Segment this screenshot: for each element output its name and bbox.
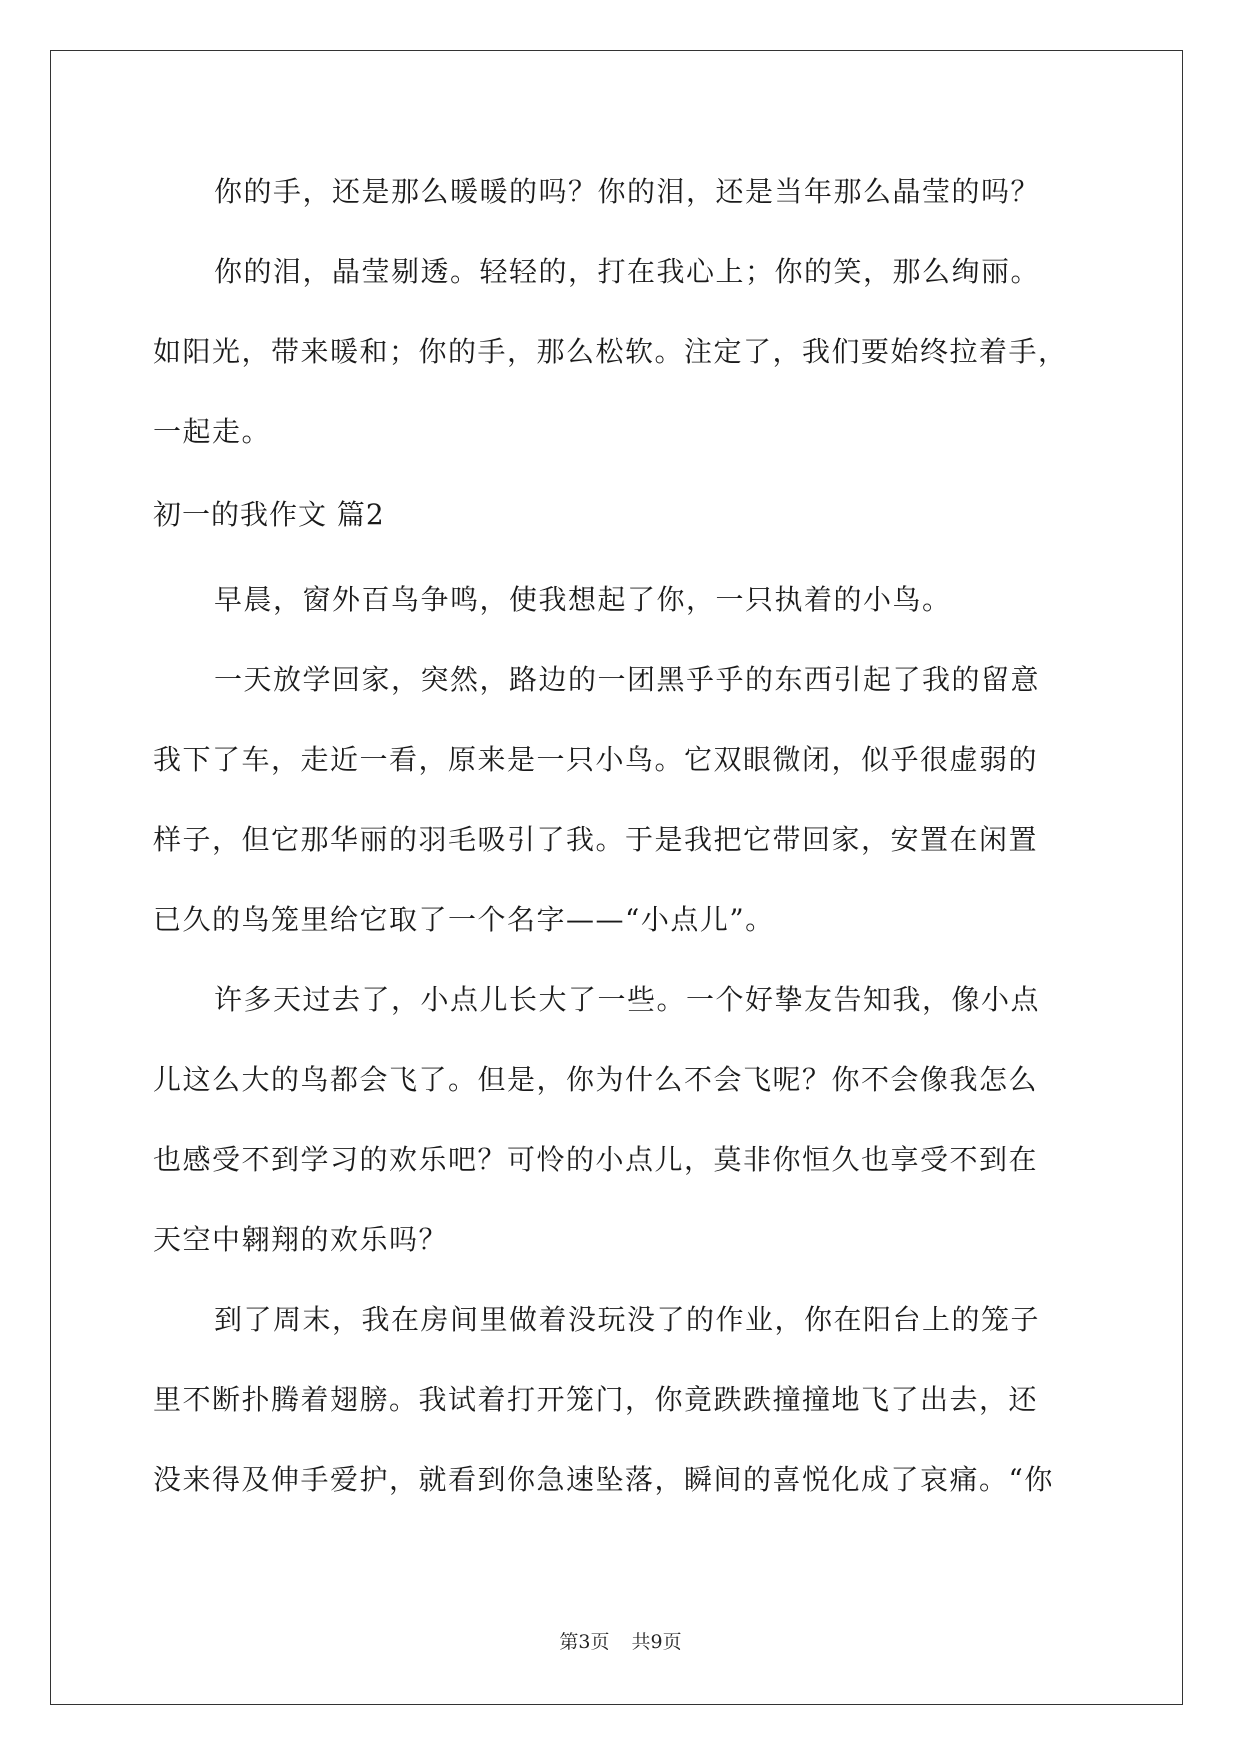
section-heading: 初一的我作文 篇2 xyxy=(153,498,385,531)
paragraph-line: 到了周末，我在房间里做着没玩没了的作业，你在阳台上的笼子 xyxy=(214,1303,1041,1336)
paragraph-line: 许多天过去了，小点儿长大了一些。一个好挚友告知我，像小点 xyxy=(214,983,1041,1016)
paragraph-line: 一天放学回家，突然，路边的一团黑乎乎的东西引起了我的留意 xyxy=(214,663,1041,696)
paragraph-line: 里不断扑腾着翅膀。我试着打开笼门，你竟跌跌撞撞地飞了出去，还 xyxy=(153,1383,1039,1416)
page-border xyxy=(50,50,1183,1705)
paragraph-line: 你的泪，晶莹剔透。轻轻的，打在我心上；你的笑，那么绚丽。 xyxy=(214,255,1041,288)
paragraph-line: 一起走。 xyxy=(153,415,272,448)
paragraph-line: 也感受不到学习的欢乐吧？可怜的小点儿，莫非你恒久也享受不到在 xyxy=(153,1143,1039,1176)
paragraph-line: 如阳光，带来暖和；你的手，那么松软。注定了，我们要始终拉着手， xyxy=(153,335,1068,368)
paragraph-line: 你的手，还是那么暖暖的吗？你的泪，还是当年那么晶莹的吗？ xyxy=(214,175,1041,208)
page-total: 共9页 xyxy=(631,1631,682,1653)
page-number: 第3页 xyxy=(559,1631,610,1653)
paragraph-line: 我下了车，走近一看，原来是一只小鸟。它双眼微闭，似乎很虚弱的 xyxy=(153,743,1039,776)
paragraph-line: 样子，但它那华丽的羽毛吸引了我。于是我把它带回家，安置在闲置 xyxy=(153,823,1039,856)
paragraph-line: 已久的鸟笼里给它取了一个名字——“小点儿”。 xyxy=(153,903,775,936)
page-footer xyxy=(0,1630,1241,1654)
paragraph-line: 儿这么大的鸟都会飞了。但是，你为什么不会飞呢？你不会像我怎么 xyxy=(153,1063,1039,1096)
paragraph-line: 早晨，窗外百鸟争鸣，使我想起了你，一只执着的小鸟。 xyxy=(214,583,952,616)
paragraph-line: 天空中翱翔的欢乐吗？ xyxy=(153,1223,449,1256)
paragraph-line: 没来得及伸手爱护，就看到你急速坠落，瞬间的喜悦化成了哀痛。“你 xyxy=(153,1463,1054,1496)
